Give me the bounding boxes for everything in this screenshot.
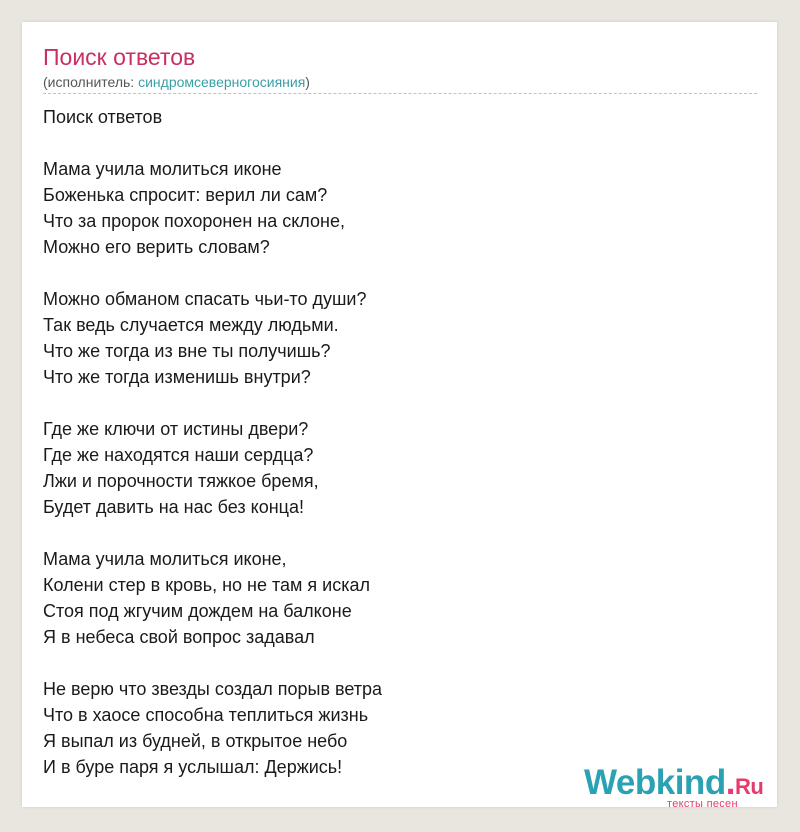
- dashed-divider: [43, 93, 757, 94]
- lyrics-heading: Поиск ответов: [43, 107, 163, 127]
- lyric-line: Можно его верить словам?: [43, 237, 270, 257]
- lyric-line: Мама учила молиться иконе: [43, 159, 282, 179]
- stanza-gap: [43, 260, 763, 286]
- lyric-line: Что в хаосе способна теплиться жизнь: [43, 705, 369, 725]
- lyric-line: Где же находятся наши сердца?: [43, 445, 314, 465]
- lyrics-card: [22, 22, 777, 810]
- lyric-line: Что же тогда изменишь внутри?: [43, 367, 311, 387]
- lyric-line: Колени стер в кровь, но не там я искал: [43, 575, 370, 595]
- stanza-gap: [43, 390, 763, 416]
- webkind-logo[interactable]: [584, 763, 779, 813]
- logo-dot: .: [725, 763, 735, 802]
- lyric-line: Лжи и порочности тяжкое бремя,: [43, 471, 319, 491]
- lyric-line: Что за пророк похоронен на склоне,: [43, 211, 345, 231]
- verse-1: [43, 156, 763, 260]
- lyric-line: Будет давить на нас без конца!: [43, 497, 304, 517]
- artist-prefix: (исполнитель:: [43, 74, 139, 90]
- lyric-line: Так ведь случается между людьми.: [43, 315, 339, 335]
- stanza-gap: [43, 650, 763, 676]
- verse-4: [43, 546, 763, 650]
- song-title: Поиск ответов: [43, 44, 196, 70]
- lyric-line: Мама учила молиться иконе,: [43, 549, 287, 569]
- artist-line: [43, 73, 310, 91]
- verse-2: [43, 286, 763, 390]
- lyric-line: Не верю что звезды создал порыв ветра: [43, 679, 383, 699]
- artist-link[interactable]: синдромсеверногосияния: [138, 74, 306, 90]
- stanza-gap: [43, 520, 763, 546]
- logo-tld: Ru: [734, 774, 764, 799]
- lyric-line: Я выпал из будней, в открытое небо: [43, 731, 348, 751]
- artist-suffix: ): [305, 74, 310, 90]
- lyric-line: Я в небеса свой вопрос задавал: [43, 627, 315, 647]
- lyric-line: Стоя под жгучим дождем на балконе: [43, 601, 352, 621]
- lyric-line: Можно обманом спасать чьи-то души?: [43, 289, 367, 309]
- lyric-line: И в буре паря я услышал: Держись!: [43, 757, 343, 777]
- stanza-gap: [43, 130, 763, 156]
- lyric-line: Что же тогда из вне ты получишь?: [43, 341, 331, 361]
- verse-3: [43, 416, 763, 520]
- logo-word: Webkind: [584, 763, 726, 802]
- lyric-line: Где же ключи от истины двери?: [43, 419, 309, 439]
- lyric-line: Боженька спросит: верил ли сам?: [43, 185, 328, 205]
- logo-subtitle: тексты песен: [667, 798, 738, 810]
- lyrics-text: [43, 104, 763, 780]
